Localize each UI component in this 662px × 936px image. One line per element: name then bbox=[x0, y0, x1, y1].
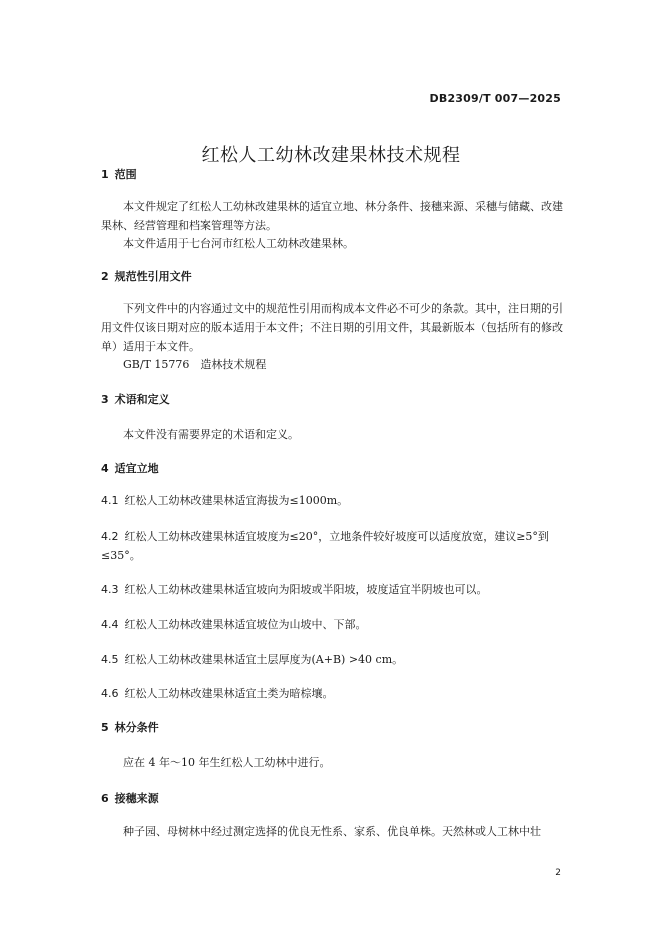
clause-4-5 bbox=[101, 650, 565, 669]
page-number: 2 bbox=[555, 868, 561, 878]
clause-number: 4.3 bbox=[101, 583, 119, 596]
clause-4-4 bbox=[101, 615, 565, 634]
section-number: 1 bbox=[101, 168, 109, 181]
clause-text: 红松人工幼林改建果林适宜坡度为≤20°，立地条件较好坡度可以适度放宽，建议≥5°到≤35°。 bbox=[101, 530, 549, 562]
paragraph: 本文件规定了红松人工幼林改建果林的适宜立地、林分条件、接穗来源、采穗与储藏、改建果林、经营管理和档案管理等方法。 bbox=[101, 200, 563, 232]
clause-4-6 bbox=[101, 684, 565, 703]
document-title: 红松人工幼林改建果林技术规程 bbox=[201, 145, 461, 166]
clause-4-1 bbox=[101, 491, 565, 510]
paragraph: 下列文件中的内容通过文中的规范性引用而构成本文件必不可少的条款。其中，注日期的引用文件仅该日期对应的版本适用于本文件；不注日期的引用文件，其最新版本（包括所有的修改单）适用于本文件。 bbox=[101, 302, 563, 353]
paragraph: 种子园、母树林中经过测定选择的优良无性系、家系、优良单株。天然林或人工林中壮 bbox=[123, 825, 541, 838]
clause-text: 红松人工幼林改建果林适宜坡向为阳坡或半阳坡，坡度适宜半阴坡也可以。 bbox=[124, 583, 488, 596]
section-heading-5 bbox=[101, 719, 159, 735]
section-title: 林分条件 bbox=[114, 721, 159, 734]
clause-text: 红松人工幼林改建果林适宜土层厚度为(A+B) >40 cm。 bbox=[124, 653, 404, 666]
section-number: 5 bbox=[101, 721, 109, 734]
section-heading-1 bbox=[101, 166, 137, 182]
section-number: 4 bbox=[101, 462, 109, 475]
section-number: 2 bbox=[101, 270, 109, 283]
section-title: 规范性引用文件 bbox=[114, 270, 192, 283]
section-title: 接穗来源 bbox=[114, 792, 159, 805]
clause-text: 红松人工幼林改建果林适宜坡位为山坡中、下部。 bbox=[124, 618, 367, 631]
clause-number: 4.2 bbox=[101, 530, 119, 543]
clause-number: 4.1 bbox=[101, 494, 119, 507]
section-number: 3 bbox=[101, 393, 109, 406]
clause-number: 4.4 bbox=[101, 618, 119, 631]
section-number: 6 bbox=[101, 792, 109, 805]
standard-code: DB2309/T 007—2025 bbox=[429, 92, 561, 105]
clause-4-3 bbox=[101, 580, 565, 599]
section-heading-6 bbox=[101, 790, 159, 806]
clause-text: 红松人工幼林改建果林适宜海拔为≤1000m。 bbox=[124, 494, 349, 507]
paragraph: 应在 4 年～10 年生红松人工幼林中进行。 bbox=[123, 756, 331, 769]
clause-number: 4.6 bbox=[101, 687, 119, 700]
paragraph: 本文件没有需要界定的术语和定义。 bbox=[123, 428, 299, 441]
paragraph: 本文件适用于七台河市红松人工幼林改建果林。 bbox=[123, 237, 354, 250]
section-title: 适宜立地 bbox=[114, 462, 159, 475]
section-heading-4 bbox=[101, 460, 159, 476]
section-title: 术语和定义 bbox=[114, 393, 170, 406]
clause-number: 4.5 bbox=[101, 653, 119, 666]
clause-4-2 bbox=[101, 527, 565, 565]
normative-reference: GB/T 15776 造林技术规程 bbox=[123, 358, 267, 371]
section-heading-2 bbox=[101, 268, 192, 284]
clause-text: 红松人工幼林改建果林适宜土类为暗棕壤。 bbox=[124, 687, 334, 700]
section-title: 范围 bbox=[114, 168, 137, 181]
section-heading-3 bbox=[101, 391, 170, 407]
